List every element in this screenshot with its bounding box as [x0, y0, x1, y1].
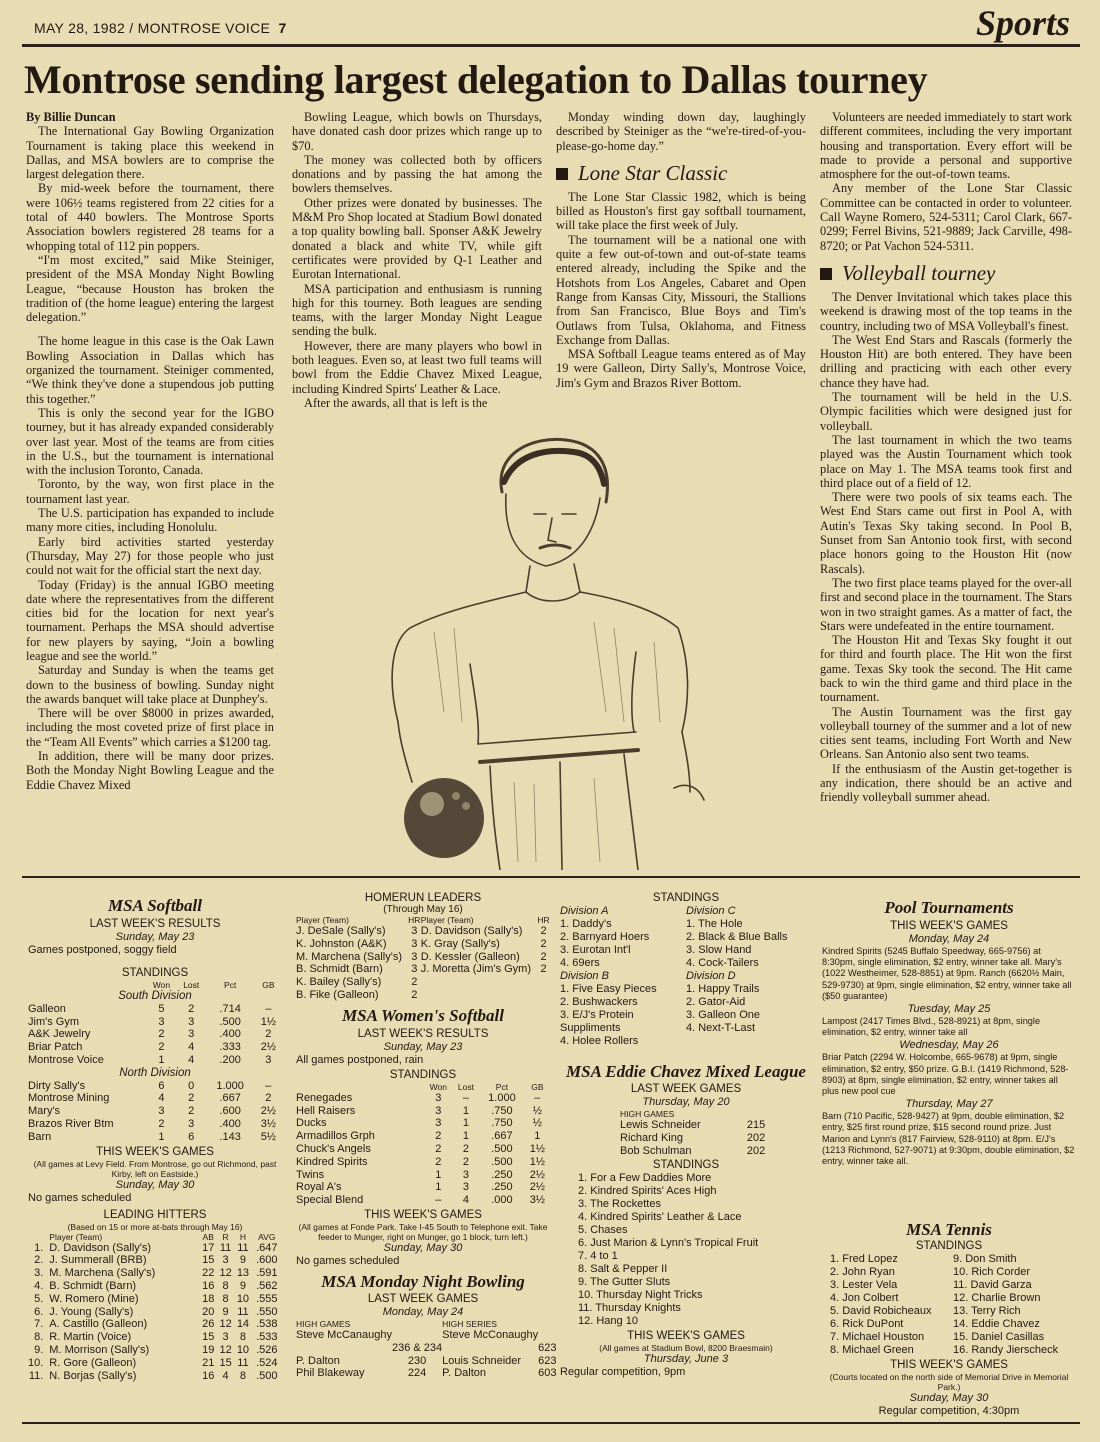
standings-row: Montrose Voice 1 4 .200 3 [28, 1053, 272, 1066]
pool-listing: Lampost (2417 Times Blvd., 528-8921) at 8pm, single elimination, $2 entry, winner take all [822, 1016, 1041, 1038]
team-item: 4. Kindred Spirits' Leather & Lace [578, 1211, 742, 1224]
womens-this-week: THIS WEEK'S GAMES [364, 1208, 482, 1221]
womens-this-week-result: No games scheduled [296, 1254, 400, 1267]
homerun-table: Player (Team) HR Player (Team) HR J. DeSale (Sally's) 3 D. Davidson (Sally's) 2 K. Johnston (A&K) 3 K. Gray (Sally's) 2 M. Marchena (Sally's) 3 D. Kessler (Galleon) 2 B. Schmidt (Barn) 3 J. Moretta (Jim's Gym) 2 K. Bailey (Sally's) 2 B. Fike (Galleon) 2 [296, 915, 550, 1001]
monday-date: Monday, May 24 [382, 1305, 464, 1318]
paragraph: Volunteers are needed immediately to start work different commitees, including the very important housing and transportation. Every effort will be made to provide a personal and supportive atmosphere for the out-of-town teams. [820, 110, 1072, 182]
high-game-row: Bob Schulman 202 [620, 1144, 766, 1157]
eddie-high-games-label: HIGH GAMES [620, 1109, 675, 1119]
pool-date: Wednesday, May 26 [899, 1039, 999, 1052]
standings-row: Renegades 3 – 1.000 – [296, 1091, 541, 1104]
team-item: 11. Thursday Knights [578, 1302, 681, 1315]
article-column-4 [820, 110, 1072, 805]
paragraph: After the awards, all that is left is the [304, 395, 488, 410]
softball-date: Sunday, May 23 [115, 931, 195, 943]
homerun-row: B. Fike (Galleon) 2 [296, 988, 418, 1001]
paragraph: “I'm most excited,” said Mike Steiniger, president of the MSA Monday Night Bowling League, “because Houston has broken the tradition of (the home league) entering the largest delegation.” [26, 252, 274, 325]
softball-standings-table: Won Lost Pct GB South Division Galleon 5 2 .714 – Jim's Gym 3 3 .500 1½ A&K Jewelry 2 3 .400 2 Briar Patch 2 4 .333 2½ Montrose Voice 1 4 .200 3 North Division Dirty Sally's 6 0 1.000 – Montrose Mining 4 2 .667 2 Mary's 3 2 .600 2½ Brazos River Btm 2 3 .400 3½ Barn 1 6 .143 5½ [28, 980, 282, 1144]
paragraph: The two first place teams played for the over-all first and second place in the tournament. The Stars won in two straight games. As a matter of fact, the Stars were undefeated in the entire tournament. [820, 575, 1072, 633]
paragraph: If the enthusiasm of the Austin get-together is any indication, there should be an active and friendly volleyball summer ahead. [820, 761, 1072, 805]
team-item: 1. Happy Trails [686, 983, 760, 995]
tennis-box [822, 1220, 1076, 1418]
softball-title: MSA Softball [107, 896, 202, 915]
homerun-row: M. Marchena (Sally's) 3 D. Kessler (Galleon) 2 [296, 950, 547, 963]
womens-standings-table: Won Lost Pct GB Renegades 3 – 1.000 – Hell Raisers 3 1 .750 ½ Ducks 3 1 .750 ½ Armadillos Grph 2 1 .667 1 Chuck's Angels 2 2 .500 1½ Kindred Spirits 2 2 .500 1½ Twins 1 3 .250 2½ Royal A's 1 3 .250 2½ Special Blend – 4 .000 3½ [296, 1082, 550, 1207]
msa-softball-box [28, 896, 282, 1382]
volleyball-heading: Volleyball tourney [820, 261, 1072, 286]
team-item: 5. Chases [578, 1224, 628, 1237]
paragraph: There will be over $8000 in prizes awarded, including the most coveted prize of first place in the “Team All Events” which carries a $1200 tag. [26, 706, 274, 749]
standings-row: Montrose Mining 4 2 .667 2 [28, 1092, 272, 1105]
paragraph: Today (Friday) is the annual IGBO meeting date where the representatives from the different cities bid for the location for next year's tournament. Perhaps the MSA should advertise for new players by saying, “Join a bowling league and see the world.” [26, 577, 274, 663]
womens-result: All games postponed, rain [296, 1053, 424, 1066]
team-item: 1. Five Easy Pieces [560, 983, 657, 995]
softball-this-week-date: Sunday, May 30 [115, 1178, 195, 1191]
pool-this-week: THIS WEEK'S GAMES [890, 920, 1008, 932]
player-item: 7. Michael Houston [830, 1331, 925, 1343]
homerun-row: J. DeSale (Sally's) 3 D. Davidson (Sally's) 2 [296, 925, 547, 937]
womens-last-week: LAST WEEK'S RESULTS [357, 1027, 489, 1040]
paragraph: However, there are many players who bowl in both leagues. Even so, at least two full teams will bowl from the Eddie Chavez Mixed League, including Kindred Spirts' Leather & Lace. [292, 338, 542, 396]
pool-listing: Barn (710 Pacific, 528-9427) at 9pm, double elimination, $2 entry, $25 first round prize, $15 second round prize. Just Marion and Lynn's (817 Fairview, 528-9110) at 8pm. E/J's (1213 Richmond, 527-9071) at 9:30pm, double elimination, $2 entry, winner take all. [822, 1111, 1075, 1167]
player-item: 12. Charlie Brown [953, 1292, 1041, 1304]
team-item: 3. Eurotan Int'l [560, 944, 631, 956]
eddie-high-games-table [620, 1119, 770, 1157]
paragraph: Early bird activities started yesterday (Thursday, May 27) for those people who just could not wait for the official start the next day. [26, 534, 274, 578]
bowler-illustration [294, 432, 798, 870]
north-division-label: North Division [119, 1066, 191, 1079]
team-item: 2. Bushwackers [560, 996, 638, 1008]
paragraph: The Lone Star Classic 1982, which is being billed as Houston's first gay softball tournament, will take place the first week of July. [556, 189, 806, 233]
paragraph: Monday winding down day, laughingly described by Steiniger as the “we're-tired-of-you-please-go-home day.” [556, 110, 806, 153]
high-score-row: Phil Blakeway 224 P. Dalton 603 [296, 1367, 557, 1380]
paragraph: There were two pools of six teams each. The West End Stars came out first in Pool A, with Autin's Texas Sky taking second. In Pool B, Sunset from San Antonio took first, with second place honors going to the Houston Hit (now Rascals). [820, 490, 1072, 576]
headline: Montrose sending largest delegation to Dallas tourney [24, 57, 928, 102]
team-item: 3. Slow Hand [686, 944, 752, 956]
paragraph: Any member of the Lone Star Classic Committee can be contacted in order to volunteer. Call Wayne Romero, 524-5311; Carol Clark, 667-0299; Ferrel Bivins, 521-9889; Jack Carville, 498-8720; or Pat Vachon 524-5311. [820, 181, 1072, 253]
article-column-3 [556, 110, 806, 390]
high-game-row: Richard King 202 [620, 1131, 766, 1144]
team-item: 4. 69ers [560, 957, 600, 969]
womens-softball-title: MSA Women's Softball [342, 1005, 504, 1025]
softball-result: Games postponed, soggy field [28, 944, 177, 956]
eddie-this-week: THIS WEEK'S GAMES [627, 1330, 745, 1343]
hitter-row: 5. W. Romero (Mine) 18 8 10 .555 [34, 1292, 278, 1305]
homerun-row: B. Schmidt (Barn) 3 J. Moretta (Jim's Gym) 2 [296, 963, 547, 976]
south-division-label: South Division [118, 990, 192, 1002]
hitter-row: 8. R. Martin (Voice) 15 3 8 .533 [34, 1331, 278, 1344]
player-item: 16. Randy Jierscheck [953, 1344, 1059, 1356]
high-score-row: Steve McCanaughy Steve McConaughy [296, 1328, 539, 1341]
homerun-note: (Through May 16) [383, 904, 463, 915]
standings-row: Ducks 3 1 .750 ½ [296, 1117, 542, 1130]
pool-box [822, 898, 1076, 1168]
pool-listing: Kindred Spirits (5245 Buffalo Speedway, 665-9756) at 8:30pm, single elimination, $2 entry, winner take all. Mary's (1022 Westheimer, 528-8851) at 9pm. Ranch (6620½ Main, 529-9730) at 9pm, single elimination, $2 entry, winner take all ($50 guarantee) [822, 946, 1072, 1001]
team-item: 2. Kindred Spirits' Aces High [578, 1185, 717, 1198]
hitter-row: 4. B. Schmidt (Barn) 16 8 9 .562 [34, 1279, 278, 1292]
pool-title: Pool Tournaments [884, 898, 1014, 917]
monday-high-table: HIGH GAMES HIGH SERIES Steve McCanaughy Steve McConaughy 236 & 234 623 P. Dalton 230 Louis Schneider 623 Phil Blakeway 224 P. Dalton 603 [296, 1318, 557, 1380]
middle-box [296, 890, 557, 1380]
player-item: 15. Daniel Casillas [953, 1331, 1045, 1343]
paragraph: The home league in this case is the Oak Lawn Bowling Association in Dallas which has organized the tournament. Steiniger commented, “We think they've done a stupendous job putting this together.” [26, 334, 274, 406]
page-header [22, 3, 1080, 47]
standings-row: Royal A's 1 3 .250 2½ [296, 1181, 545, 1194]
bottom-divider [22, 1422, 1080, 1424]
team-item: 4. Holee Rollers [560, 1035, 639, 1047]
team-item: 2. Gator-Aid [686, 996, 746, 1008]
paragraph: Other prizes were donated by businesses. The M&M Pro Shop located at Stadium Bowl donated a top quality bowling ball. Sponser A&K Jewelry donated a black and white TV, while gift certificates were provided by Q-1 Leather and Eurotan International. [292, 195, 542, 282]
hitter-row: 9. M. Morrison (Sally's) 19 12 10 .526 [34, 1343, 278, 1356]
tennis-standings-label: STANDINGS [915, 1240, 983, 1252]
tennis-this-week-note: (Courts located on the north side of Memorial Drive in Memorial Park.) [829, 1372, 1069, 1392]
pool-date: Thursday, May 27 [905, 1098, 993, 1111]
standings-row: Galleon 5 2 .714 – [28, 1002, 272, 1015]
paragraph: In addition, there will be many door prizes. Both the Monday Night Bowling League and the Eddie Chavez Mixed [26, 749, 274, 792]
standings-row: Brazos River Btm 2 3 .400 3½ [28, 1117, 276, 1130]
player-item: 8. Michael Green [830, 1344, 914, 1356]
team-item: 3. Galleon One [686, 1009, 760, 1021]
standings-row: A&K Jewelry 2 3 .400 2 [28, 1028, 272, 1041]
hitter-row: 6. J. Young (Sally's) 20 9 11 .550 [34, 1305, 278, 1318]
tennis-this-week-result: Regular competition, 4:30pm [878, 1405, 1020, 1417]
monday-last-week: LAST WEEK GAMES [367, 1292, 479, 1305]
hitter-row: 2. J. Summerall (BRB) 15 3 9 .600 [34, 1254, 278, 1267]
softball-this-week-note: (All games at Levy Field. From Montrose, go out Richmond, past Kirby, left on Eastside.) [33, 1158, 277, 1179]
division-d-label: Division D [686, 970, 736, 982]
section-title: Sports [975, 3, 1070, 43]
eddie-date: Thursday, May 20 [642, 1096, 730, 1108]
team-item: 1. Daddy's [560, 918, 612, 930]
paragraph: Saturday and Sunday is when the teams get down to the business of bowling. Sunday night the awards banquet will take place at Dunphey's. [26, 663, 274, 706]
bowling-standings-title: STANDINGS [652, 892, 720, 904]
paragraph: By mid-week before the tournament, there were 106½ teams registered from 22 cities for a total of 440 bowlers. The Montrose Sports Association bowlers registered 28 teams for a whopping total of 112 pin poppers. [26, 181, 274, 253]
softball-standings-label: STANDINGS [121, 967, 189, 979]
standings-row: Mary's 3 2 .600 2½ [28, 1105, 276, 1118]
hitter-row: 10. R. Gore (Galleon) 21 15 11 .524 [28, 1356, 278, 1369]
paragraph: The money was collected both by officers donations and by passing the hat among the bowlers themselves. [292, 152, 542, 196]
team-item: 7. 4 to 1 [578, 1250, 618, 1263]
hitter-row: 1. D. Davidson (Sally's) 17 11 11 .647 [34, 1241, 278, 1254]
team-item: 4. Cock-Tailers [686, 957, 759, 969]
team-item: 10. Thursday Night Tricks [578, 1289, 703, 1302]
article-column-2 [292, 110, 542, 410]
homerun-row: K. Johnston (A&K) 3 K. Gray (Sally's) 2 [296, 937, 547, 950]
player-item: 3. Lester Vela [830, 1279, 898, 1291]
leading-hitters-table: Player (Team) AB R H AVG 1. D. Davidson (Sally's) 17 11 11 .647 2. J. Summerall (BRB) 15 3 9 .600 3. M. Marchena (Sally's) 22 12 13 .591 4. B. Schmidt (Barn) 16 8 9 .562 5. W. Romero (Mine) 18 8 10 .555 6. J. Young (Sally's) 20 9 11 .550 7. A. Castillo (Galleon) 26 12 14 .538 8. R. Martin (Voice) 15 3 8 .533 9. M. Morrison (Sally's) 19 12 10 .526 10. R. Gore (Galleon) 21 15 11 .524 11. N. Borjas (Sally's) 16 4 8 .500 [28, 1232, 282, 1383]
homerun-row: K. Bailey (Sally's) 2 [296, 976, 418, 989]
team-item: 2. Barnyard Hoers [560, 931, 650, 943]
team-item: 3. The Rockettes [578, 1198, 661, 1211]
standings-row: Chuck's Angels 2 2 .500 1½ [296, 1142, 545, 1155]
paragraph: The tournament will be a national one with quite a few out-of-town and out-of-state teams entered already, including the Spike and the Hotshots from Los Angeles, Cabaret and Open Range from Kansas City, Missouri, the Stallions from San Francisco, Blue Boys and Tim's Outlaws from Tulsa, Oklahoma, and Fitness Exchange from Dallas. [556, 232, 806, 347]
womens-this-week-note: (All games at Fonde Park. Take I-45 South to Telephone exit. Take feeder to Munger, right on Munger, go 1 block, turn left.) [298, 1221, 548, 1242]
article-column-1 [26, 110, 274, 792]
hitter-row: 11. N. Borjas (Sally's) 16 4 8 .500 [28, 1369, 278, 1382]
team-item: 9. The Gutter Sluts [578, 1276, 671, 1289]
standings-row: Briar Patch 2 4 .333 2½ [28, 1041, 276, 1054]
high-score-row: 236 & 234 623 [392, 1341, 557, 1354]
eddie-chavez-title: MSA Eddie Chavez Mixed League [566, 1062, 806, 1081]
high-score-row: P. Dalton 230 Louis Schneider 623 [296, 1354, 557, 1367]
paragraph: The Houston Hit and Texas Sky fought it out for third and fourth place. The Hit won the first game. Texas Sky took the second. The Hit came back to win the third game and third place in the tournament. [820, 633, 1072, 705]
team-item: 12. Hang 10 [578, 1315, 638, 1328]
tennis-this-week-date: Sunday, May 30 [909, 1392, 989, 1404]
bowling-box [560, 890, 812, 1379]
standings-row: Kindred Spirits 2 2 .500 1½ [296, 1155, 545, 1168]
player-item: 4. Jon Colbert [830, 1292, 899, 1304]
standings-row: Hell Raisers 3 1 .750 ½ [296, 1104, 542, 1117]
monday-bowling-title: MSA Monday Night Bowling [321, 1271, 525, 1291]
player-item: 11. David Garza [953, 1279, 1032, 1291]
softball-this-week: THIS WEEK'S GAMES [96, 1145, 214, 1158]
lone-star-heading: Lone Star Classic [556, 161, 806, 186]
division-b-label: Division B [560, 970, 609, 982]
hitter-row: 3. M. Marchena (Sally's) 22 12 13 .591 [34, 1267, 278, 1280]
dateline: MAY 28, 1982 / MONTROSE VOICE 7 [34, 20, 287, 36]
team-item: 8. Salt & Pepper II [578, 1263, 668, 1276]
eddie-this-week-date: Thursday, June 3 [643, 1353, 729, 1366]
player-item: 1. Fred Lopez [830, 1253, 898, 1265]
player-item: 13. Terry Rich [953, 1305, 1021, 1317]
standings-row: Jim's Gym 3 3 .500 1½ [28, 1015, 276, 1028]
paragraph: The Denver Invitational which takes place this weekend is drawing most of the top teams in the country, including two of MSA Volleyball's finest. [820, 289, 1072, 333]
paragraph: The Austin Tournament was the first gay volleyball tourney of the summer and a lot of new cities sent teams, including Fort Worth and New Orleans. San Antonio also sent two teams. [820, 704, 1072, 762]
player-item: 2. John Ryan [830, 1266, 895, 1278]
standings-row: Dirty Sally's 6 0 1.000 – [28, 1079, 272, 1092]
womens-date: Sunday, May 23 [383, 1040, 463, 1053]
player-item: 9. Don Smith [953, 1253, 1017, 1265]
team-item: 2. Black & Blue Balls [686, 931, 788, 943]
womens-this-week-date: Sunday, May 30 [383, 1241, 463, 1254]
pool-date: Monday, May 24 [908, 933, 990, 945]
eddie-last-week: LAST WEEK GAMES [630, 1083, 742, 1095]
eddie-this-week-note: (All games at Stadium Bowl, 8200 Braesmain) [599, 1343, 773, 1354]
division-c-label: Division C [686, 905, 736, 917]
eddie-this-week-result: Regular competition, 9pm [560, 1366, 686, 1379]
homerun-title: HOMERUN LEADERS [364, 892, 482, 904]
player-item: 10. Rich Corder [953, 1266, 1031, 1278]
team-item: 3. E/J's Protein Suppliments [560, 1009, 634, 1034]
team-item: 1. The Hole [686, 918, 743, 930]
pool-listing: Briar Patch (2294 W. Holcombe, 665-9678) at 9pm, single elimination, $2 entry, $50 prize. G.B.I. (1419 Richmond, 528-8903) at 8pm, single elimination, $2 entry, winner takes all plus new pool cue [822, 1052, 1069, 1097]
team-item: 1. For a Few Daddies More [578, 1172, 712, 1185]
paragraph: The tournament will be held in the U.S. Olympic facilities which were designed just for volleyball. [820, 390, 1072, 433]
standings-row: Twins 1 3 .250 2½ [296, 1168, 545, 1181]
team-item: 4. Next-T-Last [686, 1022, 756, 1034]
paragraph: The West End Stars and Rascals (formerly the Houston Hit) are both entered. They have been drilling and practicing with each other every chance they have had. [820, 332, 1072, 390]
paragraph: Bowling League, which bowls on Thursdays, have donated cash door prizes which range up to $70. [292, 110, 542, 153]
standings-row: Barn 1 6 .143 5½ [28, 1130, 276, 1143]
softball-this-week-result: No games scheduled [28, 1191, 132, 1204]
paragraph: The U.S. participation has expanded to include many more cities, including Honolulu. [26, 506, 274, 535]
tennis-title: MSA Tennis [906, 1220, 992, 1239]
pool-date: Tuesday, May 25 [907, 1003, 991, 1016]
standings-row: Armadillos Grph 2 1 .667 1 [296, 1130, 541, 1143]
paragraph: The International Gay Bowling Organization Tournament is taking place this weekend in Dallas, and MSA bowlers are to comprise the largest delegation there. [26, 124, 274, 182]
player-item: 6. Rick DuPont [830, 1318, 904, 1330]
high-game-row: Lewis Schneider 215 [620, 1119, 766, 1131]
byline: By Billie Duncan [26, 110, 116, 124]
divider [22, 876, 1080, 878]
paragraph: Toronto, by the way, won first place in the tournament last year. [26, 477, 274, 506]
standings-row: Special Blend – 4 .000 3½ [296, 1194, 545, 1207]
leading-hitters-title: LEADING HITTERS [103, 1208, 207, 1221]
hitter-row: 7. A. Castillo (Galleon) 26 12 14 .538 [34, 1318, 278, 1331]
team-item: 6. Just Marion & Lynn's Tropical Fruit [578, 1237, 759, 1250]
paragraph: MSA participation and enthusiasm is running high for this tourney. Both leagues are sending teams, with the larger Monday Night League sending the bulk. [292, 281, 542, 339]
eddie-standings-label: STANDINGS [652, 1159, 720, 1172]
paragraph: The last tournament in which the two teams played was the Austin Tournament which took place on May 1. The MSA teams took first and third place out of a field of 12. [820, 432, 1072, 490]
tennis-this-week: THIS WEEK'S GAMES [890, 1359, 1008, 1371]
paragraph: MSA Softball League teams entered as of May 19 were Galleon, Dirty Sally's, Montrose Voice, Jim's Gym and Brazos River Bottom. [556, 347, 806, 390]
paragraph: This is only the second year for the IGBO tourney, but it has already expanded considerably over last year. Most of the teams are from cities in the U.S., but the tournament is international with the inclusion Toronto, Canada. [26, 405, 274, 478]
player-item: 14. Eddie Chavez [953, 1318, 1040, 1330]
leading-hitters-note: (Based on 15 or more at-bats through May 16) [67, 1221, 243, 1232]
softball-last-week: LAST WEEK'S RESULTS [89, 918, 221, 930]
division-a-label: Division A [560, 905, 609, 917]
womens-standings-label: STANDINGS [389, 1068, 457, 1081]
player-item: 5. David Robicheaux [830, 1305, 932, 1317]
